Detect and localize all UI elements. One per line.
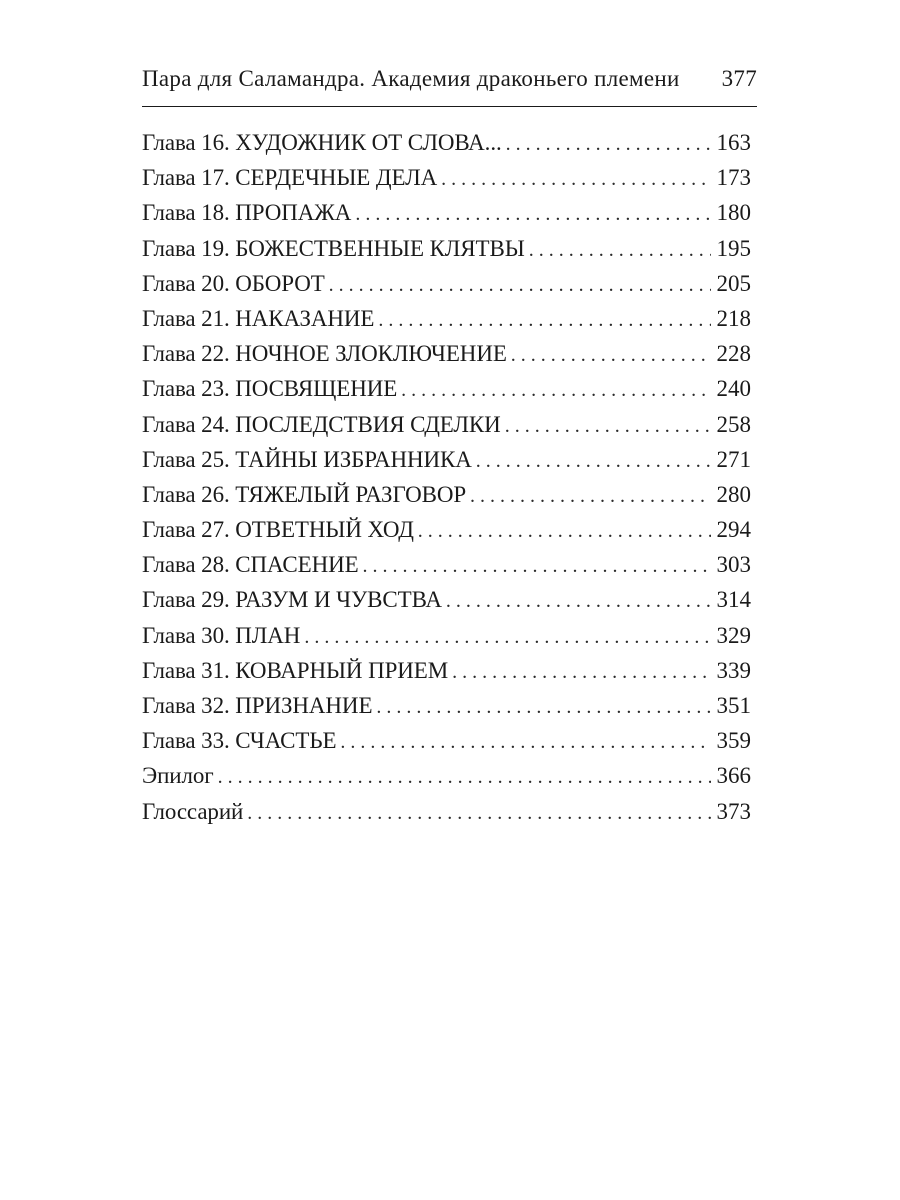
running-title: Пара для Саламандра. Академия драконьего племени: [142, 66, 680, 91]
toc-entry-page: 228: [716, 341, 751, 367]
toc-entry-page: 163: [716, 130, 751, 155]
dot-leader: [304, 626, 710, 649]
toc-entry: [142, 376, 751, 411]
dot-leader: [340, 731, 710, 754]
dot-leader: [506, 133, 711, 156]
toc-entry: [142, 130, 751, 165]
toc-entry: [142, 517, 751, 552]
toc-entry-title: Глава 31. КОВАРНЫЙ ПРИЕМ: [142, 657, 449, 683]
toc-entry-page: 180: [716, 200, 751, 226]
toc-entry-title: Глава 28. СПАСЕНИЕ: [142, 552, 359, 578]
header-divider: [142, 106, 757, 107]
toc-entry-title: Глава 23. ПОСВЯЩЕНИЕ: [142, 376, 398, 402]
toc-entry-page: 351: [716, 693, 751, 718]
dot-leader: [452, 661, 710, 684]
toc-entry: [142, 236, 751, 271]
toc-entry: [142, 587, 751, 622]
toc-entry-title: Глава 33. СЧАСТЬЕ: [142, 728, 337, 754]
toc-entry: [142, 763, 751, 798]
dot-leader: [401, 379, 710, 402]
toc-entry-page: 294: [716, 517, 751, 543]
toc-entry: [142, 165, 751, 200]
dot-leader: [505, 415, 711, 438]
dot-leader: [218, 766, 711, 789]
dot-leader: [446, 590, 711, 613]
toc-entry-page: 359: [716, 728, 751, 754]
toc-entry: [142, 482, 751, 517]
toc-entry-title: Глава 24. ПОСЛЕДСТВИЯ СДЕЛКИ: [142, 411, 501, 437]
dot-leader: [470, 485, 710, 508]
dot-leader: [441, 168, 710, 191]
page-number: 377: [721, 66, 757, 91]
dot-leader: [329, 274, 711, 297]
toc-entry-title: Глава 21. НАКАЗАНИЕ: [142, 305, 375, 331]
toc-entry-page: 280: [716, 481, 751, 507]
toc-entry-title: Глава 27. ОТВЕТНЫЙ ХОД: [142, 517, 414, 543]
toc-entry: [142, 728, 751, 763]
toc-entry-page: 314: [716, 587, 751, 613]
dot-leader: [529, 239, 711, 262]
toc-entry: [142, 693, 751, 728]
toc-entry-page: 339: [716, 657, 751, 683]
toc-entry: [142, 552, 751, 587]
toc-entry-title: Глава 30. ПЛАН: [142, 622, 301, 648]
toc-entry-title: Глава 18. ПРОПАЖА: [142, 200, 352, 226]
toc-entry: [142, 200, 751, 235]
toc-entry-title: Глава 16. ХУДОЖНИК ОТ СЛОВА...: [142, 130, 502, 155]
dot-leader: [511, 344, 711, 367]
toc-entry-page: 373: [716, 798, 751, 824]
toc-entry: [142, 658, 751, 693]
toc-entry-title: Глава 22. НОЧНОЕ ЗЛОКЛЮЧЕНИЕ: [142, 341, 507, 367]
toc-entry-page: 240: [716, 376, 751, 402]
toc-entry-title: Глава 32. ПРИЗНАНИЕ: [142, 693, 373, 718]
toc-entry: [142, 341, 751, 376]
toc-entry-title: Глава 19. БОЖЕСТВЕННЫЕ КЛЯТВЫ: [142, 235, 525, 261]
toc-entry-title: Глава 26. ТЯЖЕЛЫЙ РАЗГОВОР: [142, 481, 467, 507]
toc-entry-title: Глоссарий: [142, 798, 244, 824]
toc-entry: [142, 271, 751, 306]
dot-leader: [363, 555, 711, 578]
dot-leader: [378, 309, 710, 332]
toc-entry-title: Глава 25. ТАЙНЫ ИЗБРАННИКА: [142, 446, 472, 472]
dot-leader: [376, 696, 710, 719]
toc-entry-page: 218: [716, 305, 751, 331]
running-header: [142, 66, 757, 100]
toc-entry: [142, 447, 751, 482]
toc-entry-title: Глава 20. ОБОРОТ: [142, 270, 325, 296]
dot-leader: [418, 520, 711, 543]
toc-entry-title: Глава 17. СЕРДЕЧНЫЕ ДЕЛА: [142, 165, 438, 191]
toc-entry-page: 205: [716, 270, 751, 296]
toc-entry: [142, 623, 751, 658]
toc-entry-page: 366: [716, 763, 751, 789]
toc-entry-title: Эпилог: [142, 763, 214, 789]
toc-entry-page: 329: [716, 622, 751, 648]
table-of-contents: [142, 130, 751, 834]
toc-entry-page: 195: [716, 235, 751, 261]
toc-entry-page: 303: [716, 552, 751, 578]
toc-entry-page: 258: [716, 411, 751, 437]
toc-entry: [142, 412, 751, 447]
toc-entry: [142, 306, 751, 341]
toc-entry-page: 173: [716, 165, 751, 191]
dot-leader: [476, 450, 711, 473]
toc-entry-page: 271: [716, 446, 751, 472]
toc-entry: [142, 799, 751, 834]
toc-entry-title: Глава 29. РАЗУМ И ЧУВСТВА: [142, 587, 442, 613]
dot-leader: [247, 802, 710, 825]
dot-leader: [355, 203, 710, 226]
